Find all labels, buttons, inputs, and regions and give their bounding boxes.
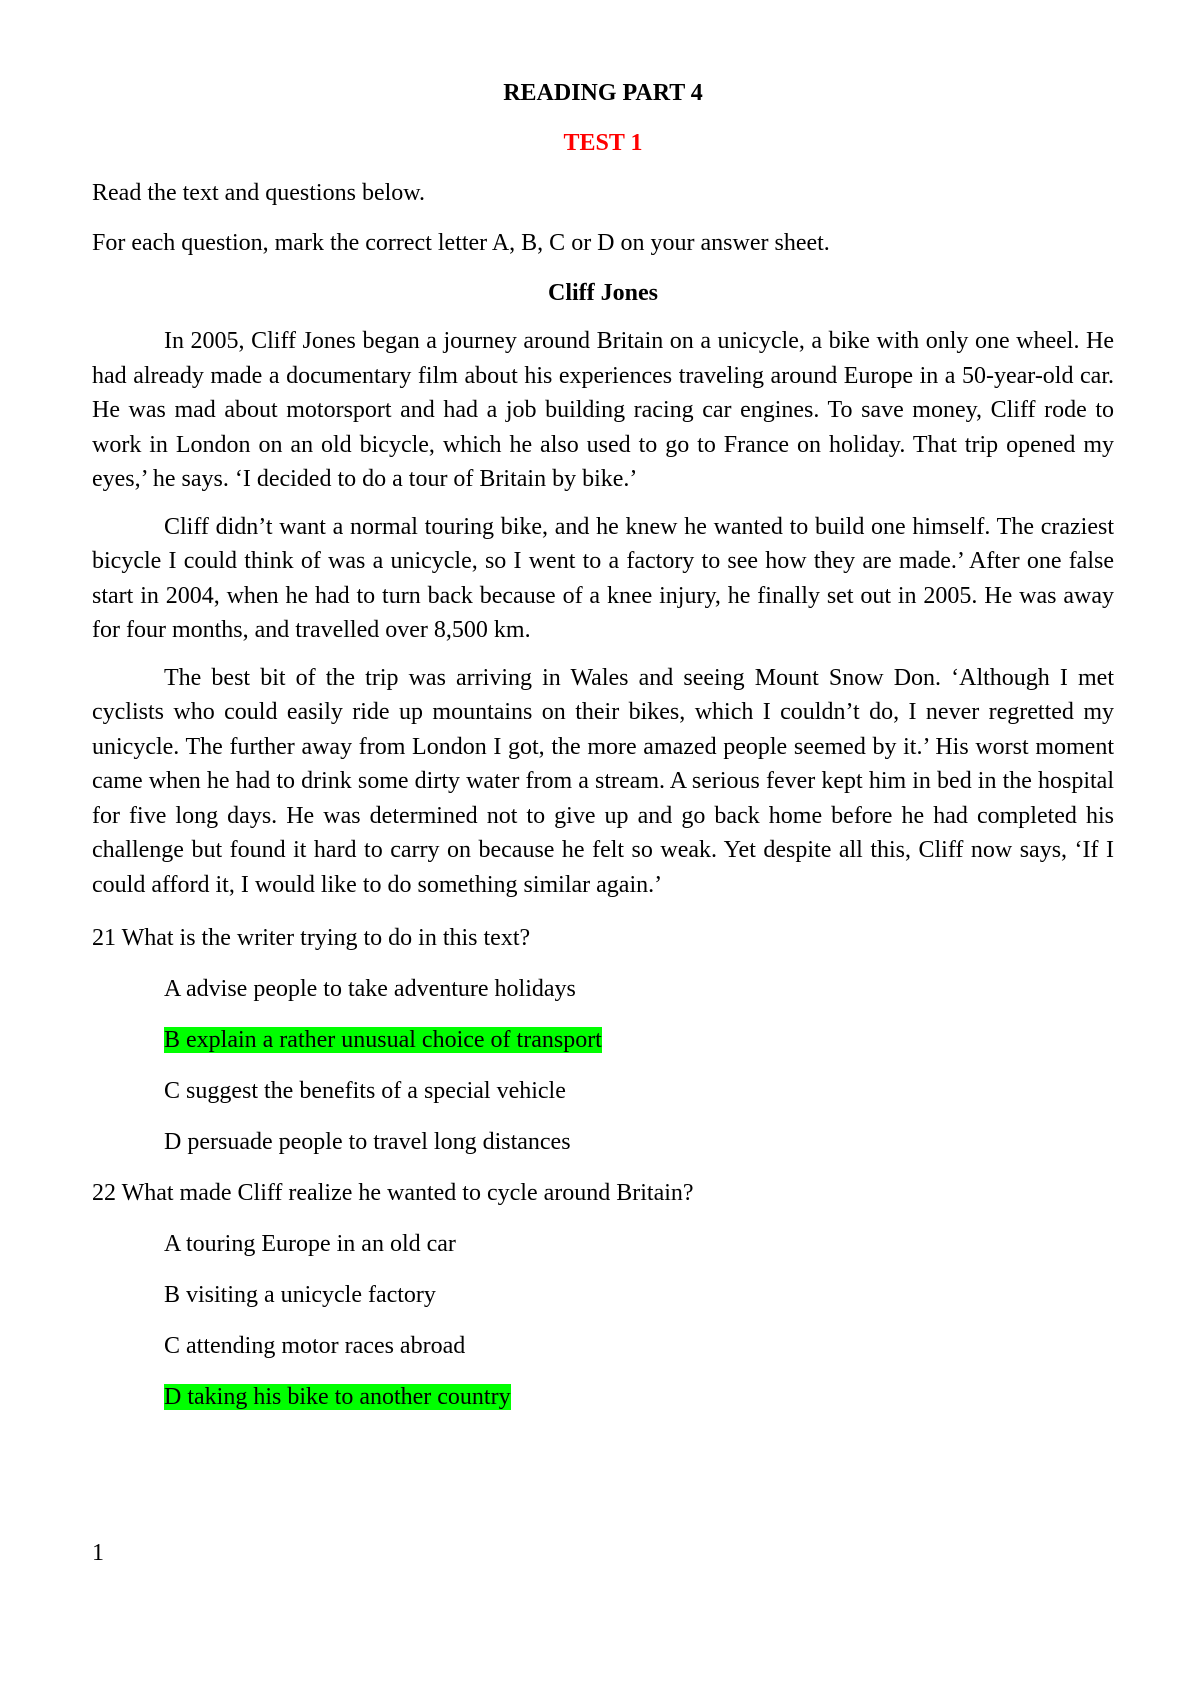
answer-option <box>92 1331 1114 1361</box>
answer-option <box>92 1076 1114 1106</box>
option-text: B explain a rather unusual choice of transport <box>164 1027 602 1053</box>
answer-option-highlighted <box>92 1382 1114 1412</box>
option-text: C suggest the benefits of a special vehicle <box>164 1078 566 1104</box>
test-heading: TEST 1 <box>563 130 643 156</box>
article-paragraph: In 2005, Cliff Jones began a journey around Britain on a unicycle, a bike with only one wheel. He had already made a documentary film about his experiences traveling around Europe in a 50-year-old car. He was mad about motorsport and had a job building racing car engines. To save money, Cliff rode to work in London on an old bicycle, which he also used to go to France on holiday. That trip opened my eyes,’ he says. ‘I decided to do a tour of Britain by bike.’ <box>92 328 1114 492</box>
option-text: B visiting a unicycle factory <box>164 1282 436 1308</box>
section-heading: READING PART 4 <box>503 80 703 106</box>
question-22 <box>92 1178 1114 1412</box>
answer-option <box>92 1280 1114 1310</box>
question-21 <box>92 923 1114 1157</box>
document-page <box>92 72 1114 1412</box>
answer-option <box>92 1229 1114 1259</box>
instruction-line: Read the text and questions below. <box>92 180 426 206</box>
article-paragraph: Cliff didn’t want a normal touring bike, and he knew he wanted to build one himself. The craziest bicycle I could think of was a unicycle, so I went to a factory to see how they are made.’ After one false start in 2004, when he had to turn back because of a knee injury, he finally set out in 2005. He was away for four months, and travelled over 8,500 km. <box>92 513 1114 643</box>
question-text: 21 What is the writer trying to do in this text? <box>92 925 531 951</box>
page-number: 1 <box>92 1540 104 1566</box>
answer-option <box>92 974 1114 1004</box>
option-text: D taking his bike to another country <box>164 1384 511 1410</box>
article-paragraph: The best bit of the trip was arriving in Wales and seeing Mount Snow Don. ‘Although I met cyclists who could easily ride up mountains on their bikes, which I couldn’t do, I never regretted my unicycle. The further away from London I got, the more amazed people seemed by it.’ His worst moment came when he had to drink some dirty water from a stream. A serious fever kept him in bed in the hospital for five long days. He was determined not to give up and go back home before he had completed his challenge but found it hard to carry on because he felt so weak. Yet despite all this, Cliff now says, ‘If I could afford it, I would like to do something similar again.’ <box>92 664 1114 898</box>
answer-option <box>92 1127 1114 1157</box>
answer-option-highlighted <box>92 1025 1114 1055</box>
article-title: Cliff Jones <box>548 280 658 306</box>
instruction-line: For each question, mark the correct letter A, B, C or D on your answer sheet. <box>92 230 830 256</box>
option-text: A touring Europe in an old car <box>164 1231 456 1257</box>
option-text: C attending motor races abroad <box>164 1333 466 1359</box>
question-text: 22 What made Cliff realize he wanted to cycle around Britain? <box>92 1180 694 1206</box>
option-text: D persuade people to travel long distances <box>164 1129 571 1155</box>
option-text: A advise people to take adventure holidays <box>164 976 576 1002</box>
